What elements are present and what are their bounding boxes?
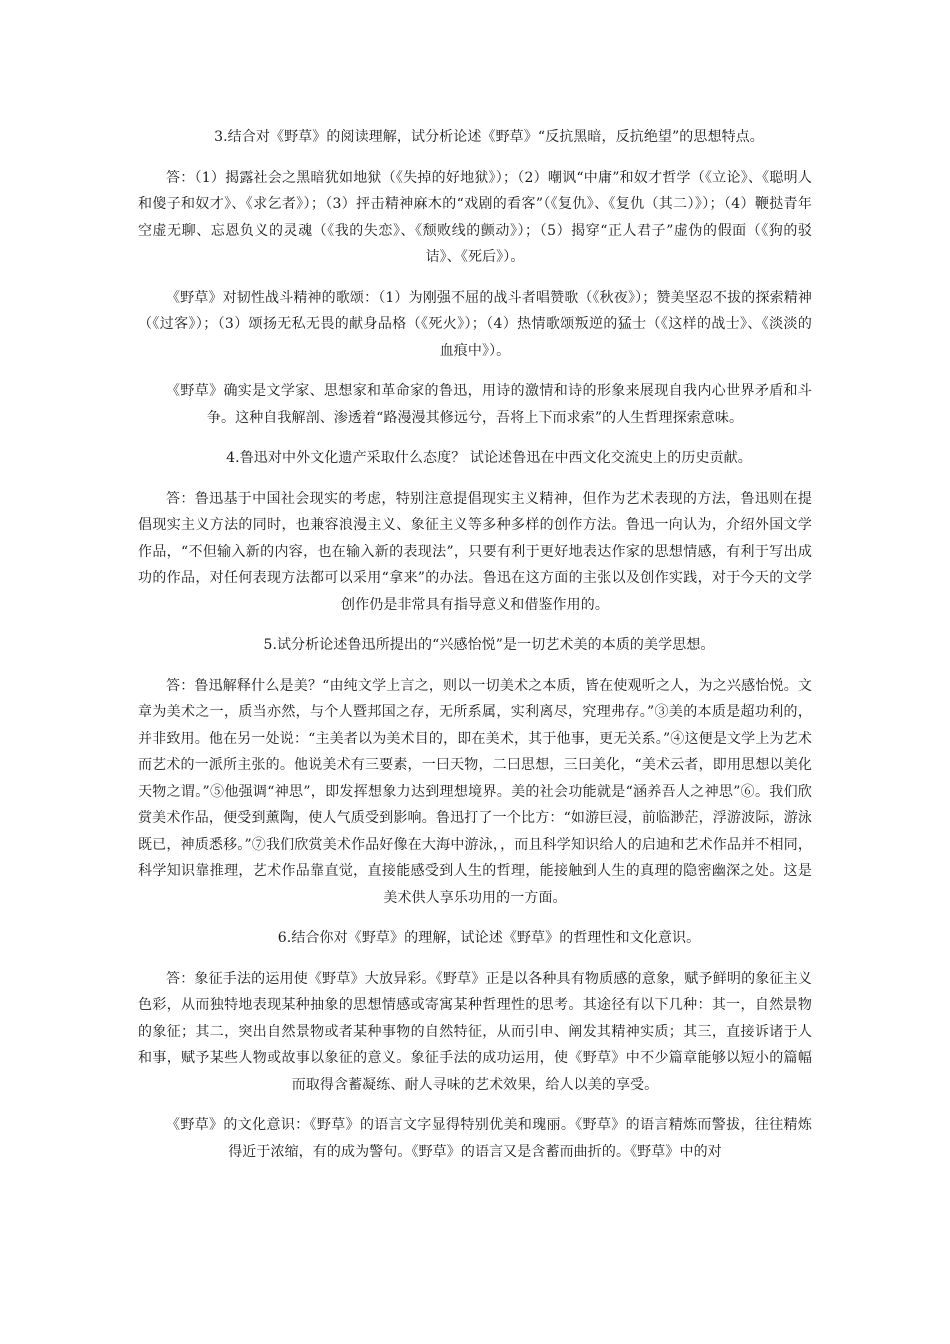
- question-4: 4.鲁迅对中外文化遗产采取什么态度？ 试论述鲁迅在中西文化交流史上的历史贡献。: [226, 450, 752, 466]
- answer-5: 答：鲁迅解释什么是美？“由纯文学上言之，则以一切美术之本质，皆在使观听之人，为之兴感怡悦。文章为美术之一，质当亦然，与个人暨邦国之存，无所系属，实利离尽，究理弗存。”③美的本质是超功利的，并非致用。他在另一处说：“主美者以为美术目的，即在美术，其于他事，更无关系。”④这便是文学上为艺术而艺术的一派所主张的。他说美术有三要素，一曰天物，二曰思想，三曰美化，“美术云者，即用思想以美化天物之谓。”⑤他强调“神思”，即发挥想象力达到理想境界。美的社会功能就是“涵养吾人之神思”⑥。我们欣赏美术作品，便受到薰陶，使人气质受到影响。鲁迅打了一个比方：“如游巨浸，前临渺茫，浮游波际，游泳既已，神质悉移。”⑦我们欣赏美术作品好像在大海中游泳，，而且科学知识给人的启迪和艺术作品并不相同，科学知识靠推理，艺术作品靠直觉，直接能感受到人生的哲理，能接触到人生的真理的隐密幽深之处。这是美术供人享乐功用的一方面。: [138, 677, 812, 906]
- answer-3-part-2: 《野草》对韧性战斗精神的歌颂：（1）为刚强不屈的战斗者唱赞歌（《秋夜》）；赞美坚忍不拔的探索精神（《过客》）；（3）颂扬无私无畏的献身品格（《死火》）；（4）热情歌颂叛逆的猛士（《这样的战士》、《淡淡的血痕中》）。: [138, 289, 812, 359]
- answer-6-part-1: 答：象征手法的运用使《野草》大放异彩。《野草》正是以各种具有物质感的意象，赋予鲜明的象征主义色彩，从而独特地表现某种抽象的思想情感或寄寓某种哲理性的思考。其途径有以下几种：其一，自然景物的象征；其二，突出自然景物或者某种事物的自然特征，从而引申、阐发其精神实质；其三，直接诉诸于人和事，赋予某些人物或故事以象征的意义。象征手法的成功运用，使《野草》中不少篇章能够以短小的篇幅而取得含蓄凝练、耐人寻味的艺术效果，给人以美的享受。: [138, 970, 812, 1093]
- document-body: [138, 124, 812, 1179]
- answer-4: 答：鲁迅基于中国社会现实的考虑，特别注意提倡现实主义精神，但作为艺术表现的方法，鲁迅则在提倡现实主义方法的同时，也兼容浪漫主义、象征主义等多种多样的创作方法。鲁迅一向认为，介绍外国文学作品，“不但输入新的内容，也在输入新的表现法”，只要有利于更好地表达作家的思想情感，有利于写出成功的作品，对任何表现方法都可以采用“拿来”的办法。鲁迅在这方面的主张以及创作实践，对于今天的文学创作仍是非常具有指导意义和借鉴作用的。: [138, 490, 812, 613]
- answer-6-part-2: 《野草》的文化意识：《野草》的语言文字显得特别优美和瑰丽。《野草》的语言精炼而警拔，往往精炼得近于浓缩，有的成为警句。《野草》的语言又是含蓄而曲折的。《野草》中的对: [166, 1117, 812, 1160]
- question-5: 5.试分析论述鲁迅所提出的“兴感怡悦”是一切艺术美的本质的美学思想。: [263, 637, 715, 653]
- question-3: 3.结合对《野草》的阅读理解，试分析论述《野草》“反抗黑暗，反抗绝望”的思想特点。: [214, 129, 764, 145]
- question-6: 6.结合你对《野草》的理解，试论述《野草》的哲理性和文化意识。: [277, 930, 701, 946]
- answer-3-part-1: 答：（1）揭露社会之黑暗犹如地狱（《失掉的好地狱》）；（2）嘲讽“中庸”和奴才哲学（《立论》、《聪明人和傻子和奴才》、《求乞者》）；（3）抨击精神麻木的“戏剧的看客”（《复仇》、《复仇（其二）》）；（4）鞭挞青年空虚无聊、忘恩负义的灵魂（《我的失恋》、《颓败线的颤动》）；（5）揭穿“正人君子”虚伪的假面（《狗的驳诘》、《死后》）。: [138, 169, 812, 265]
- answer-3-part-3: 《野草》确实是文学家、思想家和革命家的鲁迅，用诗的激情和诗的形象来展现自我内心世界矛盾和斗争。这种自我解剖、渗透着“路漫漫其修远兮，吾将上下而求索”的人生哲理探索意味。: [166, 383, 812, 426]
